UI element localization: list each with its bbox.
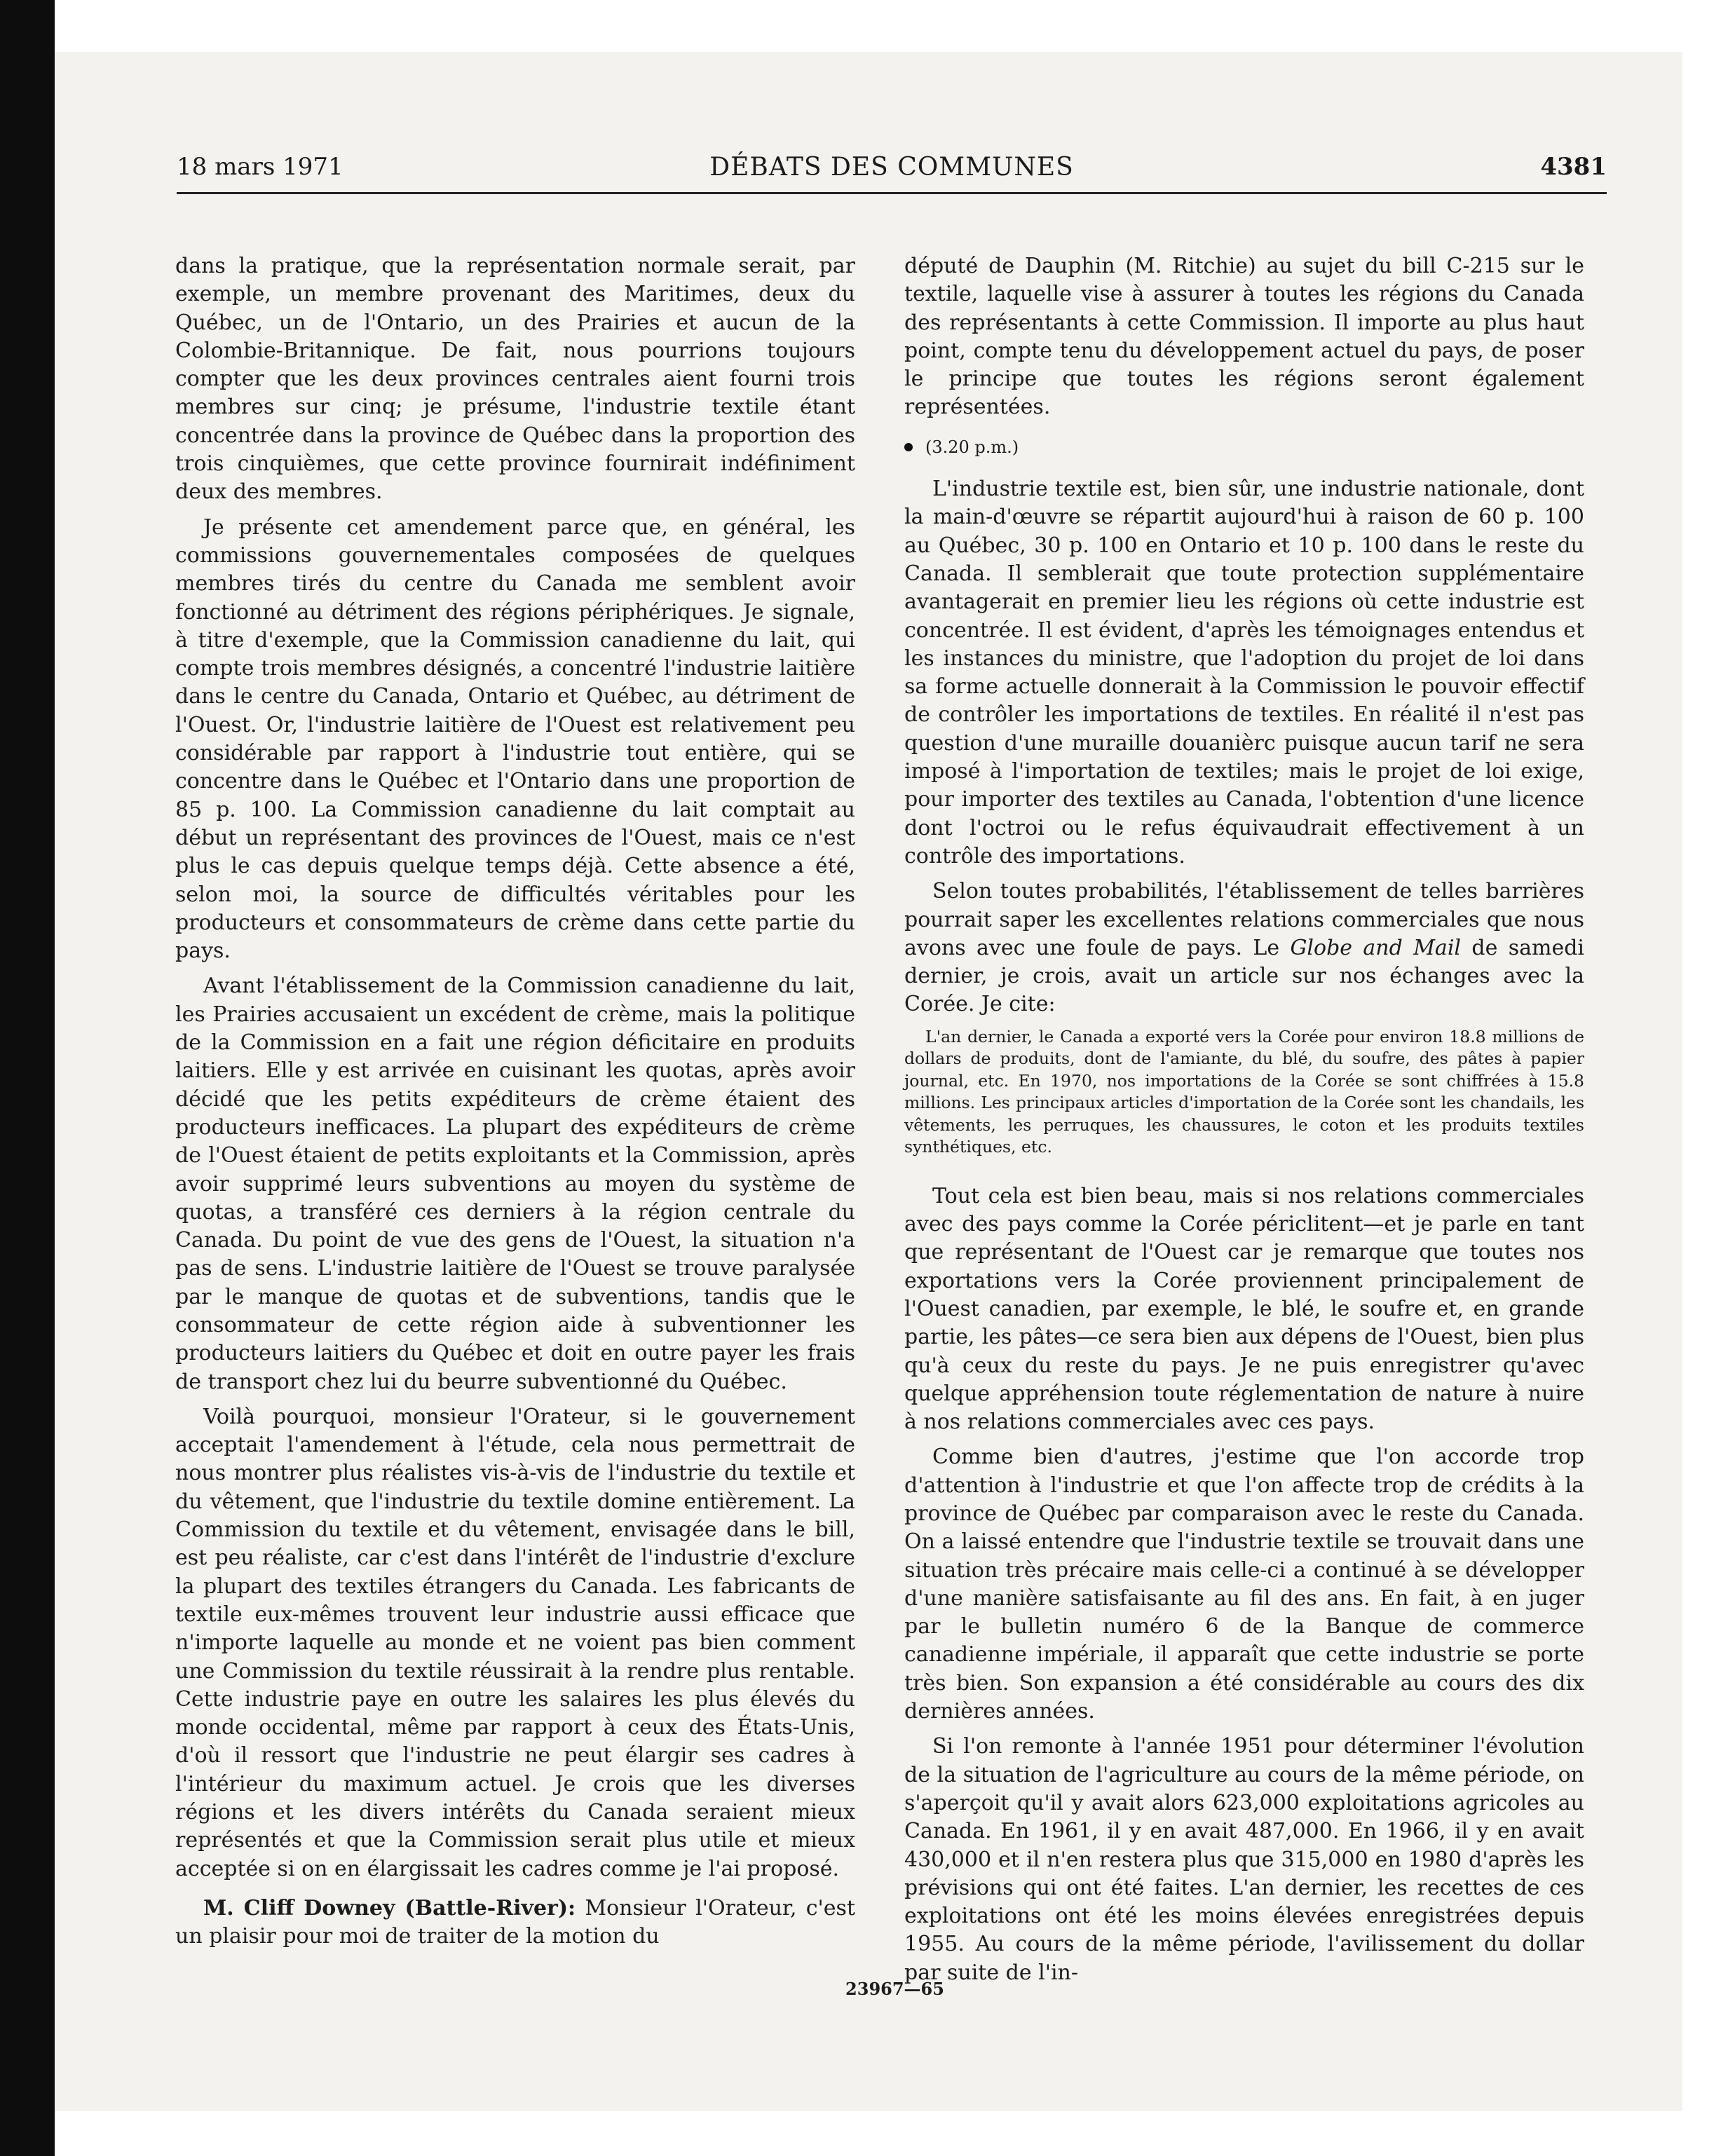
paragraph: Avant l'établissement de la Commission canadienne du lait, les Prairies accusaient un excédent de crème, mais la politique de la Commission en a fait une région déficitaire en produits laitiers. Elle y est arrivée en cuisinant les quotas, après avoir décidé que les petits expéditeurs de crème étaient des producteurs inefficaces. La plupart des expéditeurs de crème de l'Ouest étaient de petits exploitants et la Commission, après avoir supprimé leurs subventions au moyen du système de quotas, a transféré ces derniers à la région centrale du Canada. Du point de vue des gens de l'Ouest, la situation n'a pas de sens. L'industrie laitière de l'Ouest se trouve paralysée par le manque de quotas et de subventions, tandis que le consommateur de cette région aide à subventionner les producteurs laitiers du Québec et doit en outre payer les frais de transport chez lui du beurre subventionné du Québec. bbox=[175, 974, 855, 1394]
scan-border bbox=[0, 0, 55, 2156]
paragraph: député de Dauphin (M. Ritchie) au sujet du bill C-215 sur le textile, laquelle vise à assurer à toutes les régions du Canada des représentants à cette Commission. Il importe au plus haut point, compte tenu du développement actuel du pays, de poser le principe que toutes les régions seront également représentées. bbox=[904, 254, 1584, 420]
footer-signature: 23967—65 bbox=[845, 1979, 944, 1999]
paragraph-text: Selon toutes probabilités, l'établissement de telles barrières pourrait saper les excellentes relations commerciales que nous avons avec une foule de pays. Le bbox=[904, 879, 1584, 960]
scan-margin bbox=[55, 0, 1735, 52]
paragraph: Je présente cet amendement parce que, en général, les commissions gouvernementales composées de quelques membres tirés du centre du Canada me semblent avoir fonctionné au détriment des régions périphériques. Je signale, à titre d'exemple, que la Commission canadienne du lait, qui compte trois membres désignés, a concentré l'industrie laitière dans le centre du Canada, Ontario et Québec, au détriment de l'Ouest. Or, l'industrie laitière de l'Ouest est relativement peu considérable par rapport à l'industrie tout entière, qui se concentre dans le Québec et l'Ontario dans une proportion de 85 p. 100. La Commission canadienne du lait comptait au début un représentant des provinces de l'Ouest, mais ce n'est plus le cas depuis quelque temps déjà. Cette absence a été, selon moi, la source de difficultés véritables pour les producteurs et consommateurs de crème dans cette partie du pays. bbox=[175, 514, 855, 964]
left-column bbox=[175, 252, 855, 1958]
paragraph: dans la pratique, que la représentation normale serait, par exemple, un membre provenant des Maritimes, deux du Québec, un de l'Ontario, un des Prairies et aucun de la Colombie-Britannique. De fait, nous pourrions toujours compter que les deux provinces centrales aient fourni trois membres sur cinq; je présume, l'industrie textile étant concentrée dans la province de Québec dans la proportion des trois cinquièmes, que cette province fournirait indéfiniment deux des membres. bbox=[175, 254, 855, 505]
time-text: (3.20 p.m.) bbox=[925, 437, 1019, 457]
newspaper-title: Globe and Mail bbox=[1290, 935, 1462, 960]
paragraph-text: de samedi dernier, je crois, avait un article sur nos échanges avec la Corée. Je cite: bbox=[904, 935, 1585, 1017]
paragraph bbox=[904, 878, 1584, 1018]
quote-text: L'an dernier, le Canada a exporté vers la Corée pour environ 18.8 millions de dollars de produits, dont de l'amiante, du blé, du soufre, des pâtes à papier journal, etc. En 1970, nos importations de la Corée se sont chiffrées à 15.8 millions. Les principaux articles d'importation de la Corée sont les chandails, les vêtements, les perruques, les chaussures, le coton et les produits textiles synthétiques, etc. bbox=[904, 1026, 1584, 1157]
paragraph: Voilà pourquoi, monsieur l'Orateur, si le gouvernement acceptait l'amendement à l'étude, cela nous permettrait de nous montrer plus réalistes vis-à-vis de l'industrie du textile et du vêtement, que l'industrie du textile domine entièrement. La Commission du textile et du vêtement, envisagée dans le bill, est peu réaliste, car c'est dans l'intérêt de l'industrie d'exclure la plupart des textiles étrangers du Canada. Les fabricants de textile eux-mêmes trouvent leur industrie aussi efficace que n'importe laquelle au monde et ne voient pas bien comment une Commission du textile réussirait à la rendre plus rentable. Cette industrie paye en outre les salaires les plus élevés du monde occidental, même par rapport à ceux des États-Unis, d'où il ressort que l'industrie ne peut élargir ses cadres à l'intérieur du maximum actuel. Je crois que les diverses régions et les divers intérêts du Canada seraient mieux représentés et que la Commission serait plus utile et mieux acceptée si on en élargissait les cadres comme je l'ai proposé. bbox=[175, 1404, 855, 1881]
paragraph: L'industrie textile est, bien sûr, une industrie nationale, dont la main-d'œuvre se répartit aujourd'hui à raison de 60 p. 100 au Québec, 30 p. 100 en Ontario et 10 p. 100 dans le reste du Canada. Il semblerait que toute protection supplémentaire avantagerait en premier lieu les régions où cette industrie est concentrée. Il est évident, d'après les témoignages entendus et les instances du ministre, que l'adoption du projet de loi dans sa forme actuelle donnerait à la Commission le pouvoir effectif de contrôler les importations de textiles. En réalité il n'est pas question d'une muraille douanièrc puisque aucun tarif ne sera imposé à l'importation de textiles; mais le projet de loi exige, pour importer des textiles au Canada, l'obtention d'une licence dont l'octroi ou le refus équivaudrait effectivement à un contrôle des importations. bbox=[904, 477, 1584, 868]
block-quote bbox=[904, 1026, 1584, 1159]
page-header bbox=[177, 153, 1607, 194]
header-date: 18 mars 1971 bbox=[177, 153, 343, 181]
bullet-icon bbox=[904, 443, 913, 451]
paragraph: Tout cela est bien beau, mais si nos relations commerciales avec des pays comme la Corée périclitent—et je parle en tant que représentant de l'Ouest car je remarque que toutes nos exportations vers la Corée proviennent principalement de l'Ouest canadien, par exemple, le blé, le soufre et, en grande partie, les pâtes—ce sera bien aux dépens de l'Ouest, bien plus qu'à ceux du reste du pays. Je ne puis enregistrer qu'avec quelque appréhension toute réglementation de nature à nuire à nos relations commerciales avec ces pays. bbox=[904, 1183, 1584, 1435]
speaker-name: M. Cliff Downey (Battle-River): bbox=[203, 1895, 576, 1920]
header-title: DÉBATS DES COMMUNES bbox=[709, 153, 1074, 182]
paragraph: Comme bien d'autres, j'estime que l'on accorde trop d'attention à l'industrie et que l'on affecte trop de crédits à la province de Québec par comparaison avec le reste du Canada. On a laissé entendre que l'industrie textile se trouvait dans une situation très précaire mais celle-ci a continué à se développer d'une manière satisfaisante au fil des ans. En fait, à en juger par le bulletin numéro 6 de la Banque de commerce canadienne impériale, il apparaît que cette industrie se porte très bien. Son expansion a été considérable au cours des dix dernières années. bbox=[904, 1445, 1584, 1724]
page-number: 4381 bbox=[1540, 153, 1607, 181]
speaker-text: Monsieur l'Orateur, c'est un plaisir pour moi de traiter de la motion du bbox=[175, 1895, 855, 1949]
speaker-paragraph bbox=[175, 1895, 855, 1951]
paragraph: Si l'on remonte à l'année 1951 pour déterminer l'évolution de la situation de l'agriculture au cours de la même période, on s'aperçoit qu'il y avait alors 623,000 exploitations agricoles au Canada. En 1961, il y en avait 487,000. En 1966, il y en avait 430,000 et il n'en restera plus que 315,000 en 1980 d'après les prévisions qui ont été faites. L'an dernier, les recettes de ces exploitations ont été les moins élevées enregistrées depuis 1955. Au cours de la même période, l'avilissement du dollar par suite de l'in- bbox=[904, 1734, 1584, 1985]
time-stamp bbox=[904, 433, 1584, 461]
right-column bbox=[904, 252, 1584, 1994]
page-footer bbox=[0, 1979, 1735, 1999]
